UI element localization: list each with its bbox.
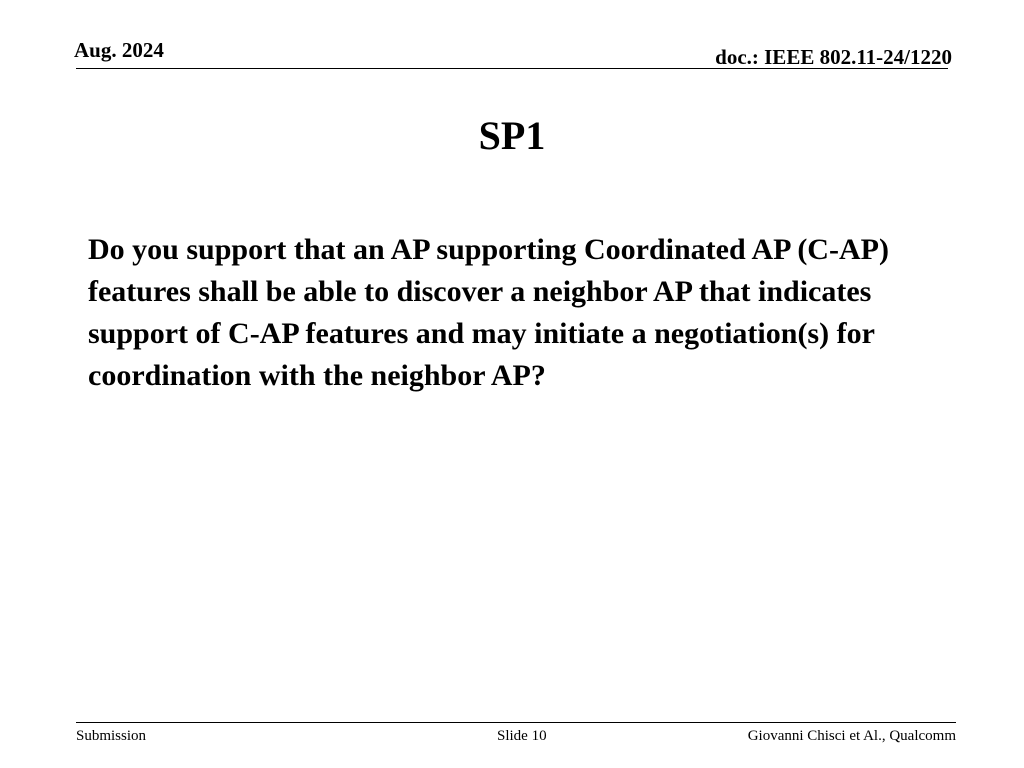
header-divider: [76, 68, 948, 69]
slide-title: SP1: [478, 113, 546, 158]
footer-submission: Submission: [76, 728, 147, 744]
header-date: Aug. 2024: [74, 38, 164, 62]
slide-body-text: Do you support that an AP supporting Coordinated AP (C-AP) features shall be able to discover a neighbor AP that indicates support of C-AP features and may initiate a negotiation(s) for coordination with the neighbor AP?: [88, 233, 889, 392]
footer-author: Giovanni Chisci et Al., Qualcomm: [747, 728, 956, 744]
footer-divider: [76, 722, 956, 723]
footer-slide-number: Slide 10: [497, 728, 547, 744]
header-doc-number: doc.: IEEE 802.11-24/1220: [715, 45, 952, 69]
